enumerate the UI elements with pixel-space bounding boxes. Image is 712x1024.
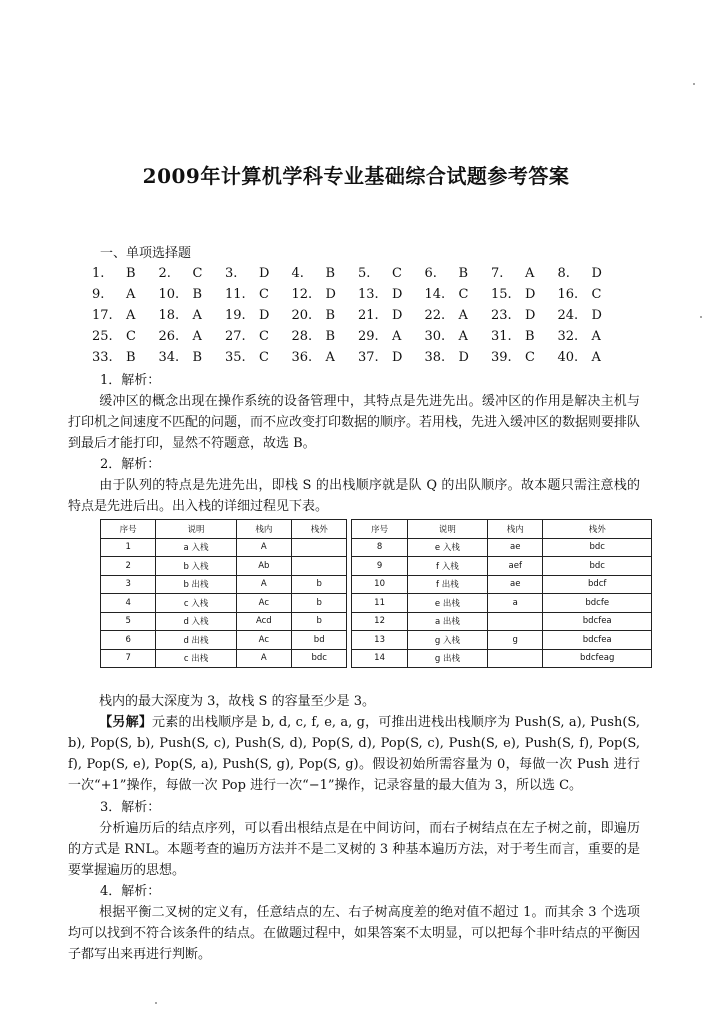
- table-cell: c 入栈: [156, 594, 236, 613]
- answer-item: 27. C: [225, 329, 269, 344]
- table-cell: bdcfeag: [543, 649, 652, 668]
- table-cell: b: [292, 612, 347, 631]
- answer-item: 21. D: [358, 308, 403, 323]
- table-cell: a 入栈: [156, 538, 236, 557]
- q2-alt-solution: 【另解】元素的出栈顺序是 b, d, c, f, e, a, g，可推出进栈出栈顺序为 Push(S, a), Push(S, b), Pop(S, b), Push(S, c), Push(S, d), Pop(S, d), Pop(S, c), Push(S, e), Push(S, f), Pop(S, f), Pop(S, e), Pop(S, a), Push(S, g), Pop(S, g)。假设初始所需容量为 0，每做一次 Push 进行一次“+1”操作，每做一次 Pop 进行一次“−1”操作，记录容量的最大值为 3，所以选 C。: [68, 715, 640, 793]
- answer-item: 28. B: [291, 329, 336, 344]
- table-row: [101, 594, 652, 613]
- table-cell: bdc: [543, 538, 652, 557]
- table-cell: 1: [101, 538, 156, 557]
- table-cell: ae: [488, 538, 543, 557]
- table-header: 栈外: [292, 520, 347, 539]
- table-cell: a 出栈: [407, 612, 487, 631]
- q4-paragraph: 根据平衡二叉树的定义有，任意结点的左、右子树高度差的绝对值不超过 1。而其余 3 个选项均可以找到不符合该条件的结点。在做题过程中，如果答案不太明显，可以把每个非叶结点的平衡因子都写出来再进行判断。: [68, 905, 641, 962]
- table-cell: 8: [352, 538, 407, 557]
- answer-item: 38. D: [424, 350, 469, 365]
- answer-item: 29. A: [358, 329, 402, 344]
- stack-process-table: [100, 519, 652, 668]
- q3-heading: 3．解析：: [100, 800, 161, 815]
- answer-item: 34. B: [158, 350, 203, 365]
- table-row: [101, 557, 652, 576]
- q1-heading: 1．解析：: [100, 373, 161, 388]
- q4-heading: 4．解析：: [100, 884, 161, 899]
- table-cell: e 出栈: [407, 594, 487, 613]
- table-row: [101, 575, 652, 594]
- table-cell: A: [236, 575, 291, 594]
- table-cell: 9: [352, 557, 407, 576]
- answer-item: 6. B: [424, 266, 469, 281]
- answer-item: 13. D: [358, 287, 403, 302]
- answer-row: [92, 266, 624, 287]
- table-cell: bdcfe: [543, 594, 652, 613]
- table-row: [101, 538, 652, 557]
- answer-item: 17. A: [92, 308, 136, 323]
- answer-item: 2. C: [158, 266, 203, 281]
- table-cell: g 入栈: [407, 631, 487, 650]
- answer-item: 20. B: [291, 308, 336, 323]
- answer-item: 5. C: [358, 266, 402, 281]
- table-cell: 7: [101, 649, 156, 668]
- table-cell: Ac: [236, 631, 291, 650]
- table-cell: [292, 538, 347, 557]
- table-cell: 13: [352, 631, 407, 650]
- table-cell: 2: [101, 557, 156, 576]
- answer-row: [92, 350, 624, 371]
- table-cell: ae: [488, 575, 543, 594]
- table-cell: 5: [101, 612, 156, 631]
- table-header: 栈内: [236, 520, 291, 539]
- table-cell: 4: [101, 594, 156, 613]
- table-cell: b 入栈: [156, 557, 236, 576]
- table-header-row: [101, 520, 652, 539]
- table-cell: 12: [352, 612, 407, 631]
- answer-item: 18. A: [158, 308, 202, 323]
- table-cell: f 入栈: [407, 557, 487, 576]
- answer-item: 3. D: [225, 266, 270, 281]
- table-cell: bdc: [292, 649, 347, 668]
- table-cell: 10: [352, 575, 407, 594]
- answer-item: 9. A: [92, 287, 136, 302]
- answer-item: 12. D: [291, 287, 336, 302]
- answer-item: 8. D: [557, 266, 602, 281]
- table-row: [101, 649, 652, 668]
- q2-heading: 2．解析：: [100, 457, 161, 472]
- table-cell: bdc: [543, 557, 652, 576]
- table-header: 说明: [156, 520, 236, 539]
- table-row: [101, 612, 652, 631]
- table-header: 栈外: [543, 520, 652, 539]
- table-cell: 14: [352, 649, 407, 668]
- answer-item: 26. A: [158, 329, 202, 344]
- table-cell: a: [488, 594, 543, 613]
- page-title: 2009年计算机学科专业基础综合试题参考答案: [142, 164, 570, 188]
- answer-item: 11. C: [225, 287, 269, 302]
- answer-item: 31. B: [491, 329, 535, 344]
- table-cell: d 入栈: [156, 612, 236, 631]
- table-header: 序号: [101, 520, 156, 539]
- table-header: 序号: [352, 520, 407, 539]
- scan-speck: [693, 83, 695, 85]
- table-cell: A: [236, 649, 291, 668]
- answer-grid: [92, 266, 624, 371]
- q3-paragraph: 分析遍历后的结点序列，可以看出根结点是在中间访问，而右子树结点在左子树之前，即遍历的方式是 RNL。本题考查的遍历方法并不是二叉树的 3 种基本遍历方法，对于考生而言，重要的是要掌握遍历的思想。: [68, 821, 640, 878]
- answer-item: 15. D: [491, 287, 536, 302]
- table-cell: aef: [488, 557, 543, 576]
- answer-item: 4. B: [291, 266, 336, 281]
- table-cell: 6: [101, 631, 156, 650]
- table-cell: 11: [352, 594, 407, 613]
- table-cell: bdcf: [543, 575, 652, 594]
- table-cell: c 出栈: [156, 649, 236, 668]
- answer-item: 22. A: [424, 308, 468, 323]
- answer-item: 25. C: [92, 329, 136, 344]
- table-cell: b: [292, 594, 347, 613]
- table-row: [101, 631, 652, 650]
- answer-item: 37. D: [358, 350, 403, 365]
- answer-row: [92, 287, 624, 308]
- table-cell: A: [236, 538, 291, 557]
- answer-item: 10. B: [158, 287, 203, 302]
- table-cell: [292, 557, 347, 576]
- answer-item: 23. D: [491, 308, 536, 323]
- answer-item: 19. D: [225, 308, 270, 323]
- answer-row: [92, 308, 624, 329]
- table-cell: Ac: [236, 594, 291, 613]
- answer-item: 32. A: [557, 329, 601, 344]
- table-cell: f 出栈: [407, 575, 487, 594]
- table-cell: g: [488, 631, 543, 650]
- answer-item: 36. A: [291, 350, 335, 365]
- answer-item: 1. B: [92, 266, 136, 281]
- table-cell: d 出栈: [156, 631, 236, 650]
- answer-item: 14. C: [424, 287, 469, 302]
- answer-item: 7. A: [491, 266, 535, 281]
- table-cell: g 出栈: [407, 649, 487, 668]
- table-cell: e 入栈: [407, 538, 487, 557]
- table-header: 说明: [407, 520, 487, 539]
- q2-table-conclusion: 栈内的最大深度为 3，故栈 S 的容量至少是 3。: [99, 694, 375, 709]
- answer-row: [92, 329, 624, 350]
- scan-speck: [700, 316, 702, 318]
- table-cell: 3: [101, 575, 156, 594]
- table-cell: [488, 612, 543, 631]
- q2-paragraph: 由于队列的特点是先进先出，即栈 S 的出栈顺序就是队 Q 的出队顺序。故本题只需注意栈的特点是先进后出。出入栈的详细过程见下表。: [68, 478, 640, 514]
- table-header: 栈内: [488, 520, 543, 539]
- answer-item: 16. C: [557, 287, 602, 302]
- scan-speck: [155, 1002, 157, 1004]
- answer-item: 40. A: [557, 350, 601, 365]
- table-cell: b 出栈: [156, 575, 236, 594]
- table-cell: Acd: [236, 612, 291, 631]
- table-cell: [488, 649, 543, 668]
- answer-item: 33. B: [92, 350, 136, 365]
- answer-item: 30. A: [424, 329, 468, 344]
- table-cell: Ab: [236, 557, 291, 576]
- table-cell: bd: [292, 631, 347, 650]
- answer-item: 39. C: [491, 350, 535, 365]
- q1-paragraph: 缓冲区的概念出现在操作系统的设备管理中，其特点是先进先出。缓冲区的作用是解决主机与打印机之间速度不匹配的问题，而不应改变打印数据的顺序。若用栈，先进入缓冲区的数据则要排队到最后才能打印，显然不符题意，故选 B。: [68, 394, 641, 451]
- answer-item: 24. D: [557, 308, 602, 323]
- table-cell: bdcfea: [543, 631, 652, 650]
- section-heading: 一、单项选择题: [100, 246, 192, 261]
- table-cell: bdcfea: [543, 612, 652, 631]
- table-cell: b: [292, 575, 347, 594]
- alt-solution-label: 【另解】: [99, 715, 153, 730]
- answer-item: 35. C: [225, 350, 269, 365]
